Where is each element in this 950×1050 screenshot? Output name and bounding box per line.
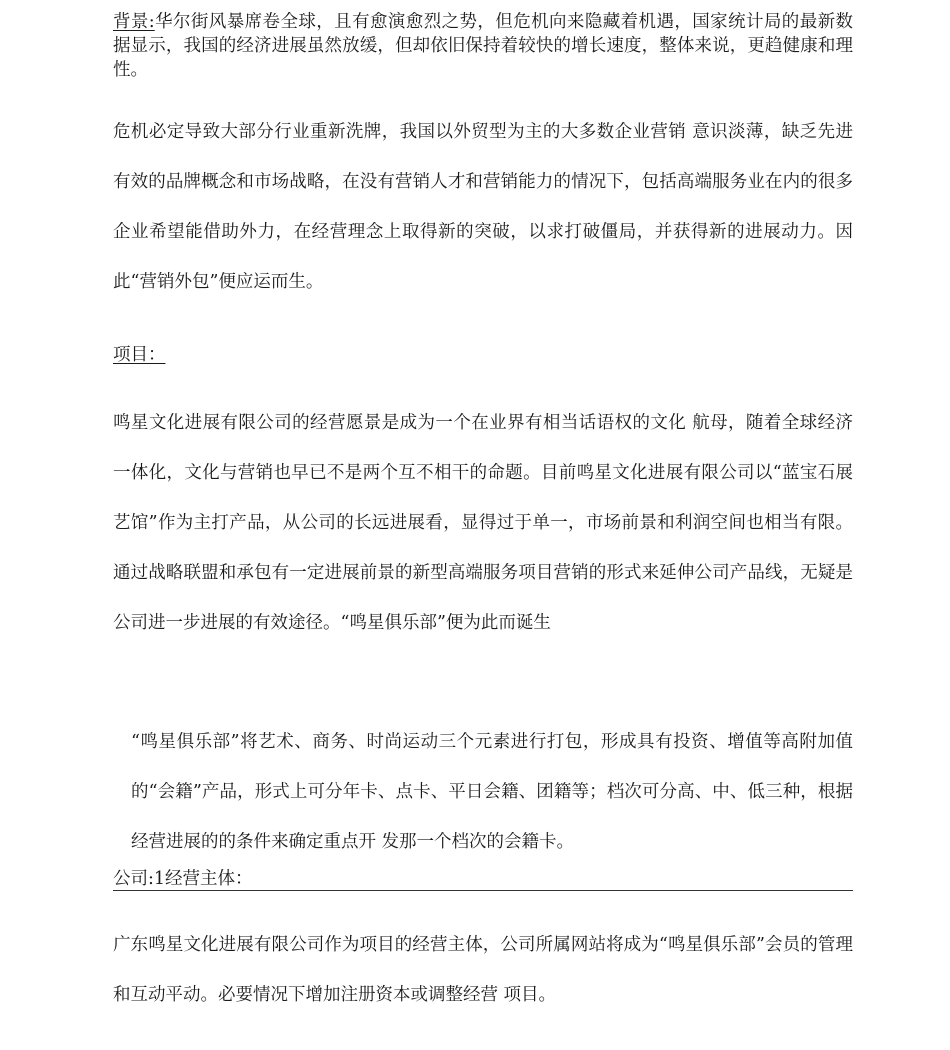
background-paragraph xyxy=(113,10,853,82)
company-paragraph: 广东鸣星文化进展有限公司作为项目的经营主体，公司所属网站将成为“鸣星俱乐部”会员的管理和互动平动。必要情况下增加注册资本或调整经营 项目。 xyxy=(113,935,853,1005)
background-text: 华尔街风暴席卷全球，且有愈演愈烈之势，但危机向来隐藏着机遇，国家统计局的最新数据显示，我国的经济进展虽然放缓，但却依旧保持着较快的增长速度，整体来说，更趋健康和理性。 xyxy=(113,12,854,80)
project-paragraph-2: “鸣星俱乐部”将艺术、商务、时尚运动三个元素进行打包，形成具有投资、增值等高附加值的“会籍”产品，形式上可分年卡、点卡、平日会籍、团籍等；档次可分高、中、低三种，根据经营进展的的条件来确定重点开 发那一个档次的会籍卡。 xyxy=(131,732,853,852)
company-heading: 公司:1经营主体： xyxy=(113,869,253,889)
background-label: 背景: xyxy=(113,12,155,32)
company-heading-rule xyxy=(113,868,853,891)
crisis-paragraph: 危机必定导致大部分行业重新洗牌，我国以外贸型为主的大多数企业营销 意识淡薄，缺乏先进有效的品牌概念和市场战略，在没有营销人才和营销能力的情况下，包括高端服务业在内的很多企业希望能借助外力，在经营理念上取得新的突破，以求打破僵局，并获得新的进展动力。因此“营销外包”便应运而生。 xyxy=(113,122,853,292)
project-heading: 项目： xyxy=(113,345,166,365)
project-paragraph-1: 鸣星文化进展有限公司的经营愿景是成为一个在业界有相当话语权的文化 航母，随着全球经济一体化，文化与营销也早已不是两个互不相干的命题。目前鸣星文化进展有限公司以“蓝宝石展艺馆”作为主打产品，从公司的长远进展看，显得过于单一，市场前景和利润空间也相当有限。通过战略联盟和承包有一定进展前景的新型高端服务项目营销的形式来延伸公司产品线，无疑是公司进一步进展的有效途径。“鸣星俱乐部”便为此而诞生 xyxy=(113,413,853,633)
